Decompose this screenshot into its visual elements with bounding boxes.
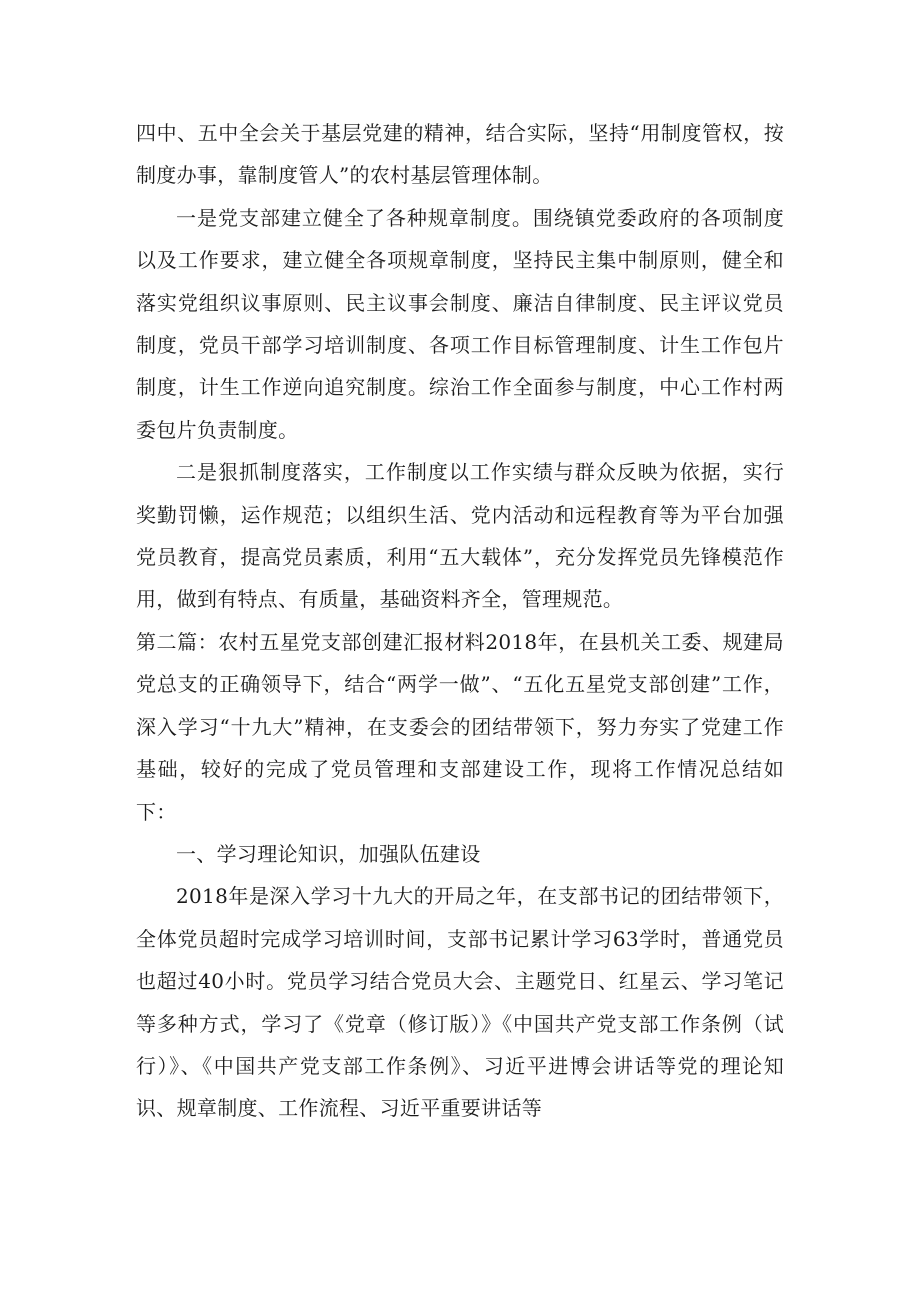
paragraph: 2018年是深入学习十九大的开局之年，在支部书记的团结带领下，全体党员超时完成学习培训时间，支部书记累计学习63学时，普通党员也超过40小时。党员学习结合党员大会、主题党日、红星云、学习笔记等多种方式，学习了《党章（修订版）》《中国共产党支部工作条例（试行）》、《中国共产党支部工作条例》、习近平进博会讲话等党的理论知识、规章制度、工作流程、习近平重要讲话等 xyxy=(136,884,784,1121)
paragraph: 二是狠抓制度落实，工作制度以工作实绩与群众反映为依据，实行奖勤罚懒，运作规范；以组织生活、党内活动和远程教育等为平台加强党员教育，提高党员素质，利用“五大载体”，充分发挥党员先锋模范作用，做到有特点、有质量，基础资料齐全，管理规范。 xyxy=(136,460,784,612)
document-page xyxy=(136,112,784,1130)
section-paragraph: 第二篇：农村五星党支部创建汇报材料2018年，在县机关工委、规建局党总支的正确领导下，结合“两学一做”、“五化五星党支部创建”工作，深入学习“十九大”精神，在支委会的团结带领下，努力夯实了党建工作基础，较好的完成了党员管理和支部建设工作，现将工作情况总结如下： xyxy=(136,629,784,824)
paragraph: 四中、五中全会关于基层党建的精神，结合实际，坚持“用制度管权，按制度办事，靠制度管人”的农村基层管理体制。 xyxy=(136,121,784,188)
section-heading: 一、学习理论知识，加强队伍建设 xyxy=(176,841,481,866)
paragraph: 一是党支部建立健全了各种规章制度。围绕镇党委政府的各项制度以及工作要求，建立健全各项规章制度，坚持民主集中制原则，健全和落实党组织议事原则、民主议事会制度、廉洁自律制度、民主评议党员制度，党员干部学习培训制度、各项工作目标管理制度、计生工作包片制度，计生工作逆向追究制度。综治工作全面参与制度，中心工作村两委包片负责制度。 xyxy=(136,205,784,442)
